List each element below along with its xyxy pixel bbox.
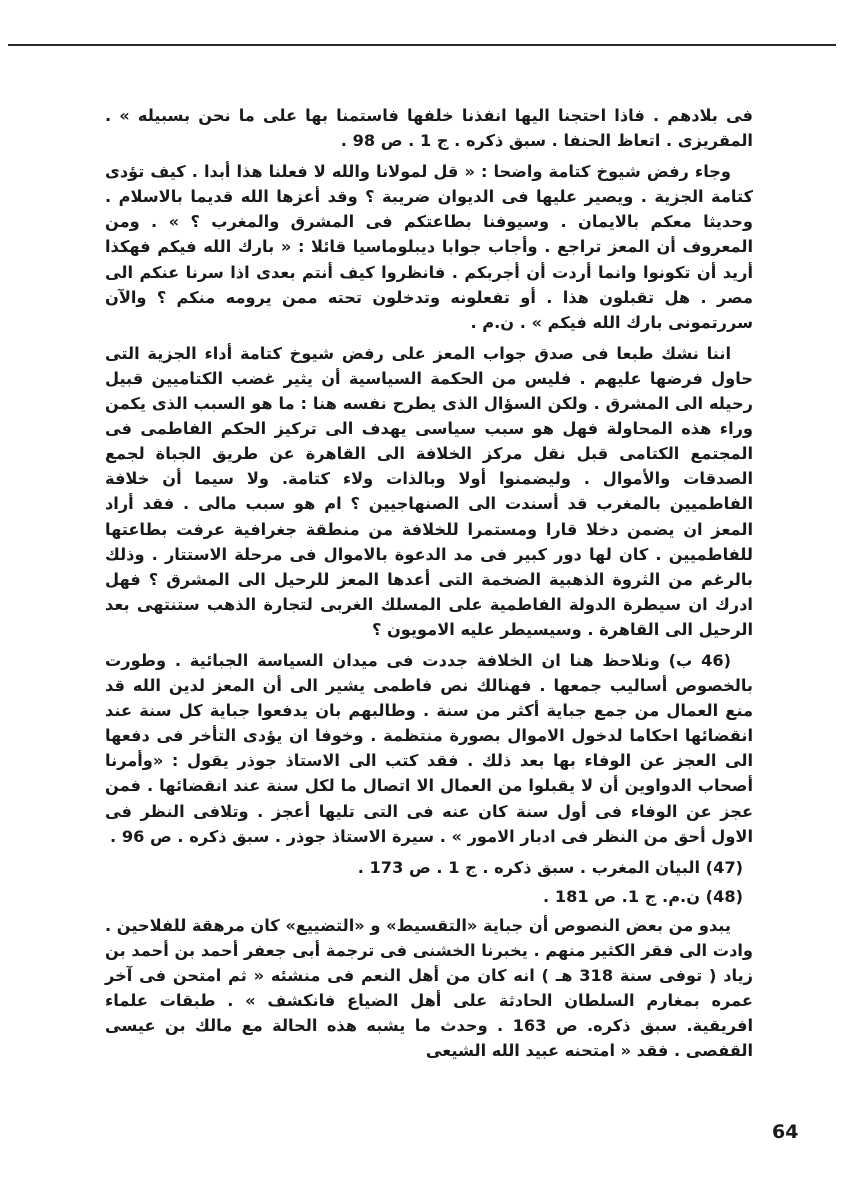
header-rule xyxy=(8,44,836,46)
page-number: 64 xyxy=(772,1121,799,1143)
paragraph-analysis: اننا نشك طبعا فى صدق جواب المعز على رفض شيوخ كتامة أداء الجزية التى حاول فرضها عليهم . فليس من الحكمة السياسية أن يثير غضب الكتاميين قبيل رحيله الى المشرق . ولكن السؤال الذى يطرح نفسه هنا : ما هو السبب الذى يكمن وراء هذه المحاولة فهل هو سبب سياسى يهدف الى تركيز الحكم الفاطمى فى المجتمع الكتامى قبل نقل مركز الخلافة الى القاهرة عن طريق الجباة لجمع الصدقات والأموال . وليضمنوا أولا وبالذات ولاء كتامة. ولا سيما أن خلافة الفاطميين بالمغرب قد أسندت الى الصنهاجيين ؟ ام هو سبب مالى . فقد أراد المعز ان يضمن دخلا قارا ومستمرا للخلافة من منطقة جغرافية عرفت بطاعتها للفاطميين . كان لها دور كبير فى مد الدعوة بالاموال فى مرحلة الاستتار . وذلك بالرغم من الثروة الذهبية الضخمة التى أعدها المعز للرحيل الى المشرق ؟ فهل ادرك ان سيطرة الدولة الفاطمية على المسلك الغربى لتجارة الذهب ستنتهى بعد الرحيل الى القاهرة . وسيسيطر عليه الامويون ؟ xyxy=(105,343,753,639)
paragraph-kutama-refusal: وجاء رفض شيوخ كتامة واضحا : « قل لمولانا والله لا فعلنا هذا أبدا . كيف تؤدى كتامة الجزية . ويصير عليها فى الديوان ضريبة ؟ وقد أعزها الله قديما بالاسلام . وحديثا معكم بالايمان . وسيوفنا بطاعتكم فى المشرق والمغرب ؟ » . ومن المعروف أن المعز تراجع . وأجاب جوابا ديبلوماسيا قائلا : « بارك الله فيكم فهكذا أريد أن تكونوا وانما أردت أن أجربكم . فانظروا كيف أنتم بعدى اذا سرنا عنكم الى مصر . هل تقبلون هذا . أو تفعلونه وتدخلون تحته ممن يرومه منكم ؟ والآن سررتمونى بارك الله فيكم » . ن.م . xyxy=(105,162,753,332)
footnote-47: (47) البيان المغرب . سبق ذكره . ج 1 . ص 173 . xyxy=(357,857,743,877)
paragraph-taxation: يبدو من بعض النصوص أن جباية «التقسيط» و «التضييع» كان مرهقة للفلاحين . وادت الى فقر الكثير منهم . يخبرنا الخشنى فى ترجمة أبى جعفر أحمد بن أحمد بن زياد ( توفى سنة 318 هـ ) انه كان من أهل النعم فى منشئه « ثم امتحن فى آخر عمره بمغارم السلطان الحادثة على أهل الضياع فانكشف » . طبقات علماء افريقية. سبق ذكره. ص 163 . وحدث ما يشبه هذه الحالة مع مالك بن عيسى القفصى . فقد « امتحنه عبيد الله الشيعى xyxy=(105,915,753,1061)
page-body xyxy=(105,103,753,1069)
paragraph-continuation: فى بلادهم . فاذا احتجنا اليها انفذنا خلفها فاستمنا بها على ما نحن بسبيله » . المقريزى . اتعاظ الحنفا . سبق ذكره . ج 1 . ص 98 . xyxy=(105,106,753,151)
footnote-46b: (46 ب) ونلاحظ هنا ان الخلافة جددت فى ميدان السياسة الجبائية . وطورت بالخصوص أساليب جمعها . فهنالك نص فاطمى يشير الى أن المعز لدين الله قد منع العمال من جمع جباية أكثر من سنة . وطالبهم بان يدفعوا جباية كل سنة عند انقضائها احكاما لدخول الاموال بصورة منتظمة . وخوفا ان يؤدى التأخر فى دفعها الى العجز عن الوفاء بها بعد ذلك . فقد كتب الى الاستاذ جوذر يقول : «وأمرنا أصحاب الدواوين أن لا يقبلوا من العمال الا اتصال ما لكل سنة عند انقضائها . فمن عجز عن الوفاء فى أول سنة كان عنه فى التى تليها أعجز . وتلافى النظر فى الاول أحق من النظر فى ادبار الامور » . سيرة الاستاذ جوذر . سبق ذكره . ص 96 . xyxy=(105,650,753,846)
footnote-48: (48) ن.م. ج 1. ص 181 . xyxy=(543,886,743,906)
